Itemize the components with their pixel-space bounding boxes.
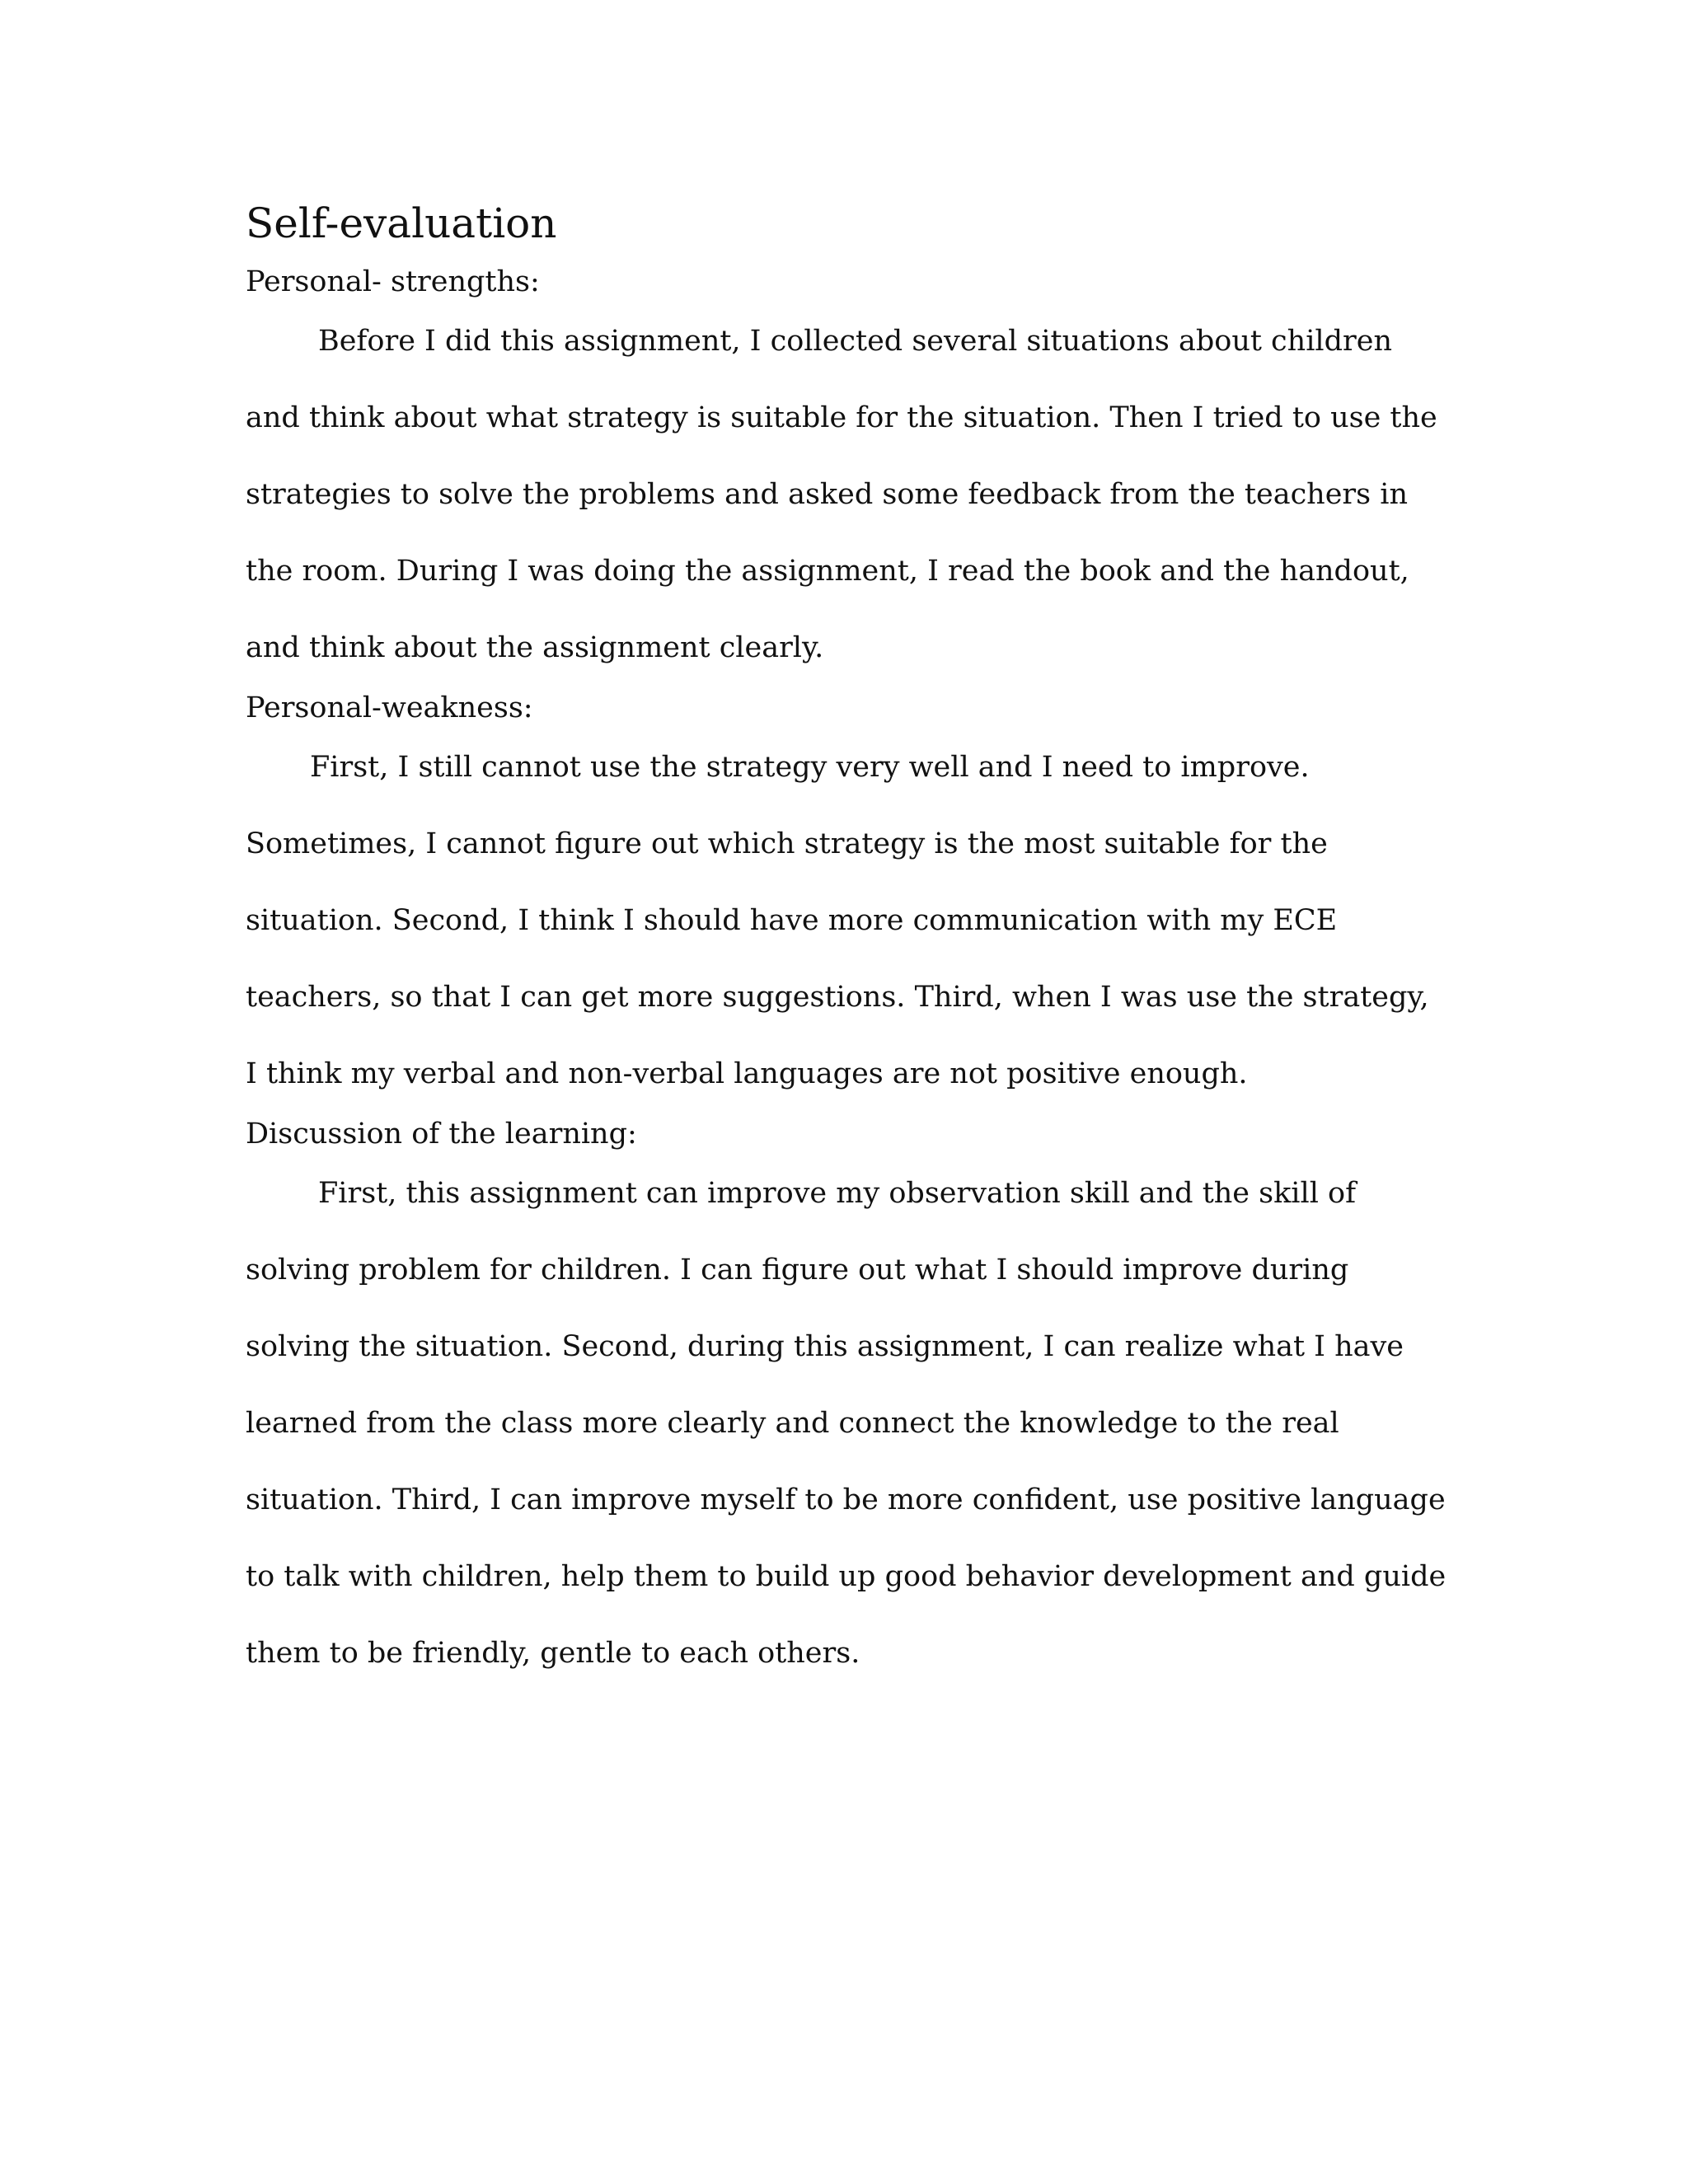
section-paragraph: First, I still cannot use the strategy very well and I need to improve. Sometimes, I cannot figure out which strategy is the most suitable for the situation. Second, I think I should have more communication with my ECE teachers, so that I can get more suggestions. Third, when I was use the strategy, I think my verbal and non-verbal languages are not positive enough. [246,751,1429,1090]
section-paragraph: Before I did this assignment, I collected several situations about children and think about what strategy is suitable for the situation. Then I tried to use the strategies to solve the problems and asked some feedback from the teachers in the room. During I was doing the assignment, I read the book and the handout, and think about the assignment clearly. [246,325,1437,664]
section-personal-strengths [246,260,1449,687]
document-title: Self-evaluation [246,199,557,247]
section-discussion-of-learning [246,1113,1449,1692]
section-heading: Personal-weakness: [246,691,533,724]
document-body [246,194,1449,1692]
section-heading: Discussion of the learning: [246,1118,637,1151]
section-paragraph: First, this assignment can improve my observation skill and the skill of solving problem for children. I can figure out what I should improve during solving the situation. Second, during this assignment, I can realize what I have learned from the class more clearly and connect the knowledge to the real situation. Third, I can improve myself to be more confident, use positive language to talk with children, help them to build up good behavior development and guide them to be friendly, gentle to each others. [246,1177,1447,1670]
section-heading: Personal- strengths: [246,265,540,298]
section-personal-weakness [246,687,1449,1113]
